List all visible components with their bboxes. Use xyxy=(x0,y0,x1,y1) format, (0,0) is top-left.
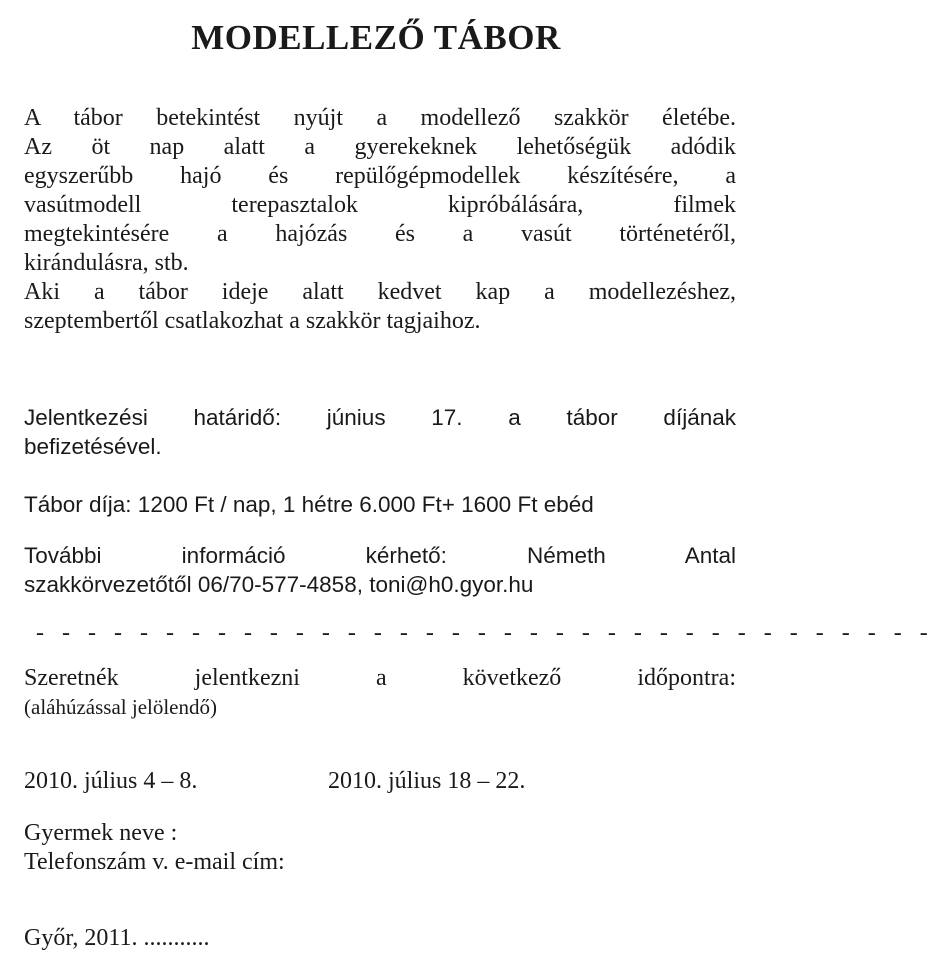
intro-paragraph xyxy=(24,104,736,336)
contact-line: További információ kérhető: Németh Antal xyxy=(24,543,736,568)
fee-line: Tábor díja: 1200 Ft / nap, 1 hétre 6.000 Ft+ 1600 Ft ebéd xyxy=(24,492,594,517)
intro-line: kirándulásra, stb. xyxy=(24,250,189,276)
phone-email-label: Telefonszám v. e-mail cím: xyxy=(24,849,285,875)
signup-line: Szeretnék jelentkezni a következő időpontra: xyxy=(24,665,736,691)
place-date-line: Győr, 2011. ........... xyxy=(24,925,210,951)
intro-line: vasútmodell terepasztalok kipróbálására, filmek xyxy=(24,192,736,218)
form-fields xyxy=(24,819,736,877)
intro-line: Aki a tábor ideje alatt kedvet kap a modellezéshez, xyxy=(24,279,736,305)
date-options xyxy=(24,768,736,802)
document-title: MODELLEZŐ TÁBOR xyxy=(191,18,561,57)
signup-paragraph xyxy=(24,664,736,722)
deadline-paragraph xyxy=(24,403,736,461)
deadline-line: befizetésével. xyxy=(24,434,162,459)
deadline-line: Jelentkezési határidő: június 17. a tábor díjának xyxy=(24,405,736,430)
intro-line: Az öt nap alatt a gyerekeknek lehetőségük adódik xyxy=(24,134,736,160)
fee-paragraph xyxy=(24,490,736,519)
intro-line: egyszerűbb hajó és repülőgépmodellek készítésére, a xyxy=(24,163,736,189)
contact-line: szakkörvezetőtől 06/70-577-4858, toni@h0.gyor.hu xyxy=(24,572,534,597)
place-date-paragraph xyxy=(24,924,736,953)
intro-line: A tábor betekintést nyújt a modellező szakkör életébe. xyxy=(24,105,736,131)
signup-note: (aláhúzással jelölendő) xyxy=(24,695,217,719)
date-option-1[interactable]: 2010. július 4 – 8. xyxy=(24,768,198,794)
intro-line: szeptembertől csatlakozhat a szakkör tagjaihoz. xyxy=(24,308,481,334)
cut-line-divider: - - - - - - - - - - - - - - - - - - - - - - - - - - - - - - - - - - - xyxy=(36,620,934,646)
intro-line: megtekintésére a hajózás és a vasút történetéről, xyxy=(24,221,736,247)
contact-paragraph xyxy=(24,541,736,599)
child-name-label: Gyermek neve : xyxy=(24,820,178,846)
date-option-2[interactable]: 2010. július 18 – 22. xyxy=(328,768,526,794)
